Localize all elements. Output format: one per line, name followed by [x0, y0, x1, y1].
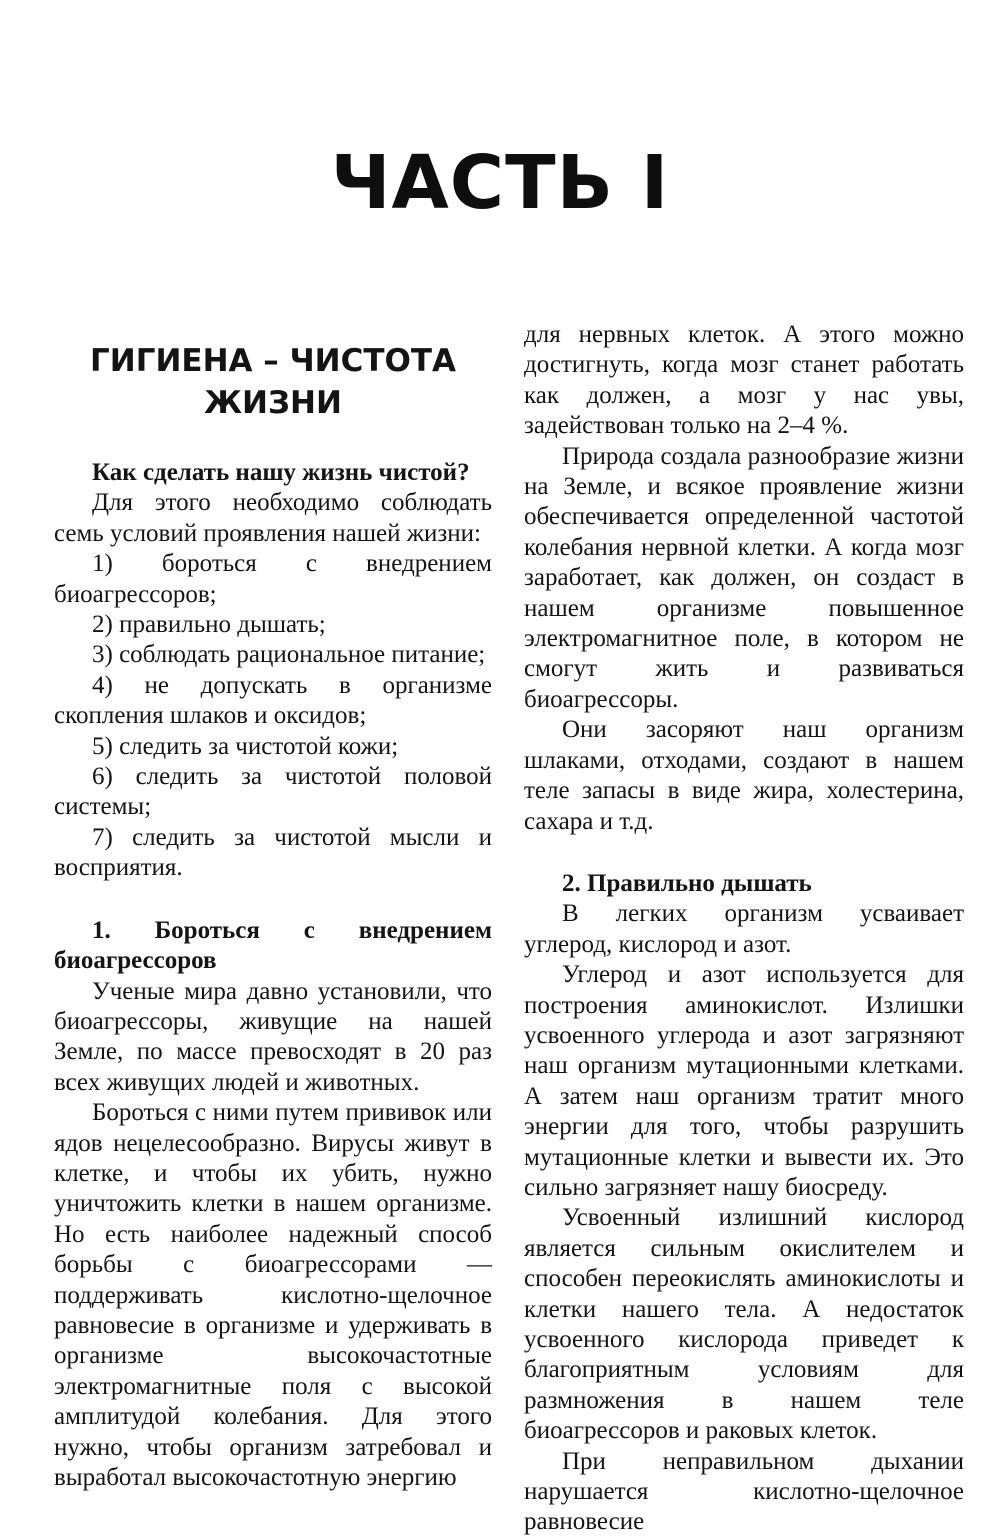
right-paragraph-1: для нервных клеток. А этого можно достигнуть, когда мозг станет работать как должен, а мозг у нас увы, задействован только на 2–4 %.: [524, 321, 964, 440]
heading-2: 2. Правильно дышать: [562, 869, 812, 897]
right-paragraph-3: Они засоряют наш организм шлаками, отходами, создают в нашем теле запасы в виде жира, холестерина, сахара и т.д.: [524, 716, 964, 835]
left-paragraph-2: Бороться с ними путем прививок или ядов нецелесообразно. Вирусы живут в клетке, и чтобы их убить, нужно уничтожить клетки в нашем организме. Но есть наиболее надежный способ борьбы с биоагрессорами — поддерживать кислотно-щелочное равновесие в организме и удерживать в организме высокочастотные электромагнитные поля с высокой амплитудой колебания. Для этого нужно, чтобы организм затребовал и выработал высокочастотную энергию: [54, 1099, 492, 1491]
right-paragraph-5: Углерод и азот используется для построения аминокислот. Излишки усвоенного углерода и азот загрязняют наш организм мутационными клетками. А затем наш организм тратит много энергии для того, чтобы разрушить мутационные клетки и вывести их. Это сильно загрязняет нашу биосреду.: [524, 961, 964, 1201]
right-paragraph-4: В легких организм усваивает углерод, кислород и азот.: [524, 900, 964, 958]
list-item-1: 1) бороться с внедрением биоагрессоров;: [54, 550, 492, 608]
list-item-5: 5) следить за чистотой кожи;: [92, 732, 399, 760]
heading-1: 1. Бороться с внедрением биоагрессоров: [54, 916, 492, 975]
section-title: [54, 340, 492, 424]
left-paragraph-1: Ученые мира давно установили, что биоагрессоры, живущие на нашей Земле, по массе превосходят в 20 раз всех живущих людей и животных.: [54, 977, 492, 1096]
right-column: [524, 320, 964, 1538]
part-title: ЧАСТЬ I: [330, 140, 670, 226]
question-heading: Как сделать нашу жизнь чистой?: [92, 459, 470, 486]
list-item-4: 4) не допускать в организме скопления шлаков и оксидов;: [54, 671, 492, 730]
intro-paragraph: Для этого необходимо соблюдать семь условий проявления нашей жизни:: [54, 489, 492, 547]
section-title-line-2: ЖИЗНИ: [204, 385, 342, 421]
right-paragraph-2: Природа создала разнообразие жизни на Земле, и всякое проявление жизни обеспечивается определенной частотой колебания нервной клетки. А когда мозг заработает, как должен, он создаст в нашем организме повышенное электромагнитное поле, в котором не смогут жить и развиваться биоагрессоры.: [524, 442, 964, 713]
left-column: [54, 320, 492, 1493]
list-item-6: 6) следить за чистотой половой системы;: [54, 763, 492, 821]
right-paragraph-6: Усвоенный излишний кислород является сильным окислителем и способен переокислять аминокислоты и клетки нашего тела. А недостаток усвоенного кислорода приведет к благоприятным условиям для размножения в нашем теле биоагрессоров и раковых клеток.: [524, 1204, 964, 1445]
list-item-3: 3) соблюдать рациональное питание;: [92, 641, 486, 669]
list-item-7: 7) следить за чистотой мысли и восприятия.: [54, 823, 492, 882]
section-title-line-1: ГИГИЕНА – ЧИСТОТА: [90, 343, 456, 379]
list-item-2: 2) правильно дышать;: [92, 611, 326, 639]
right-paragraph-7: При неправильном дыхании нарушается кислотно-щелочное равновесие: [524, 1447, 964, 1536]
